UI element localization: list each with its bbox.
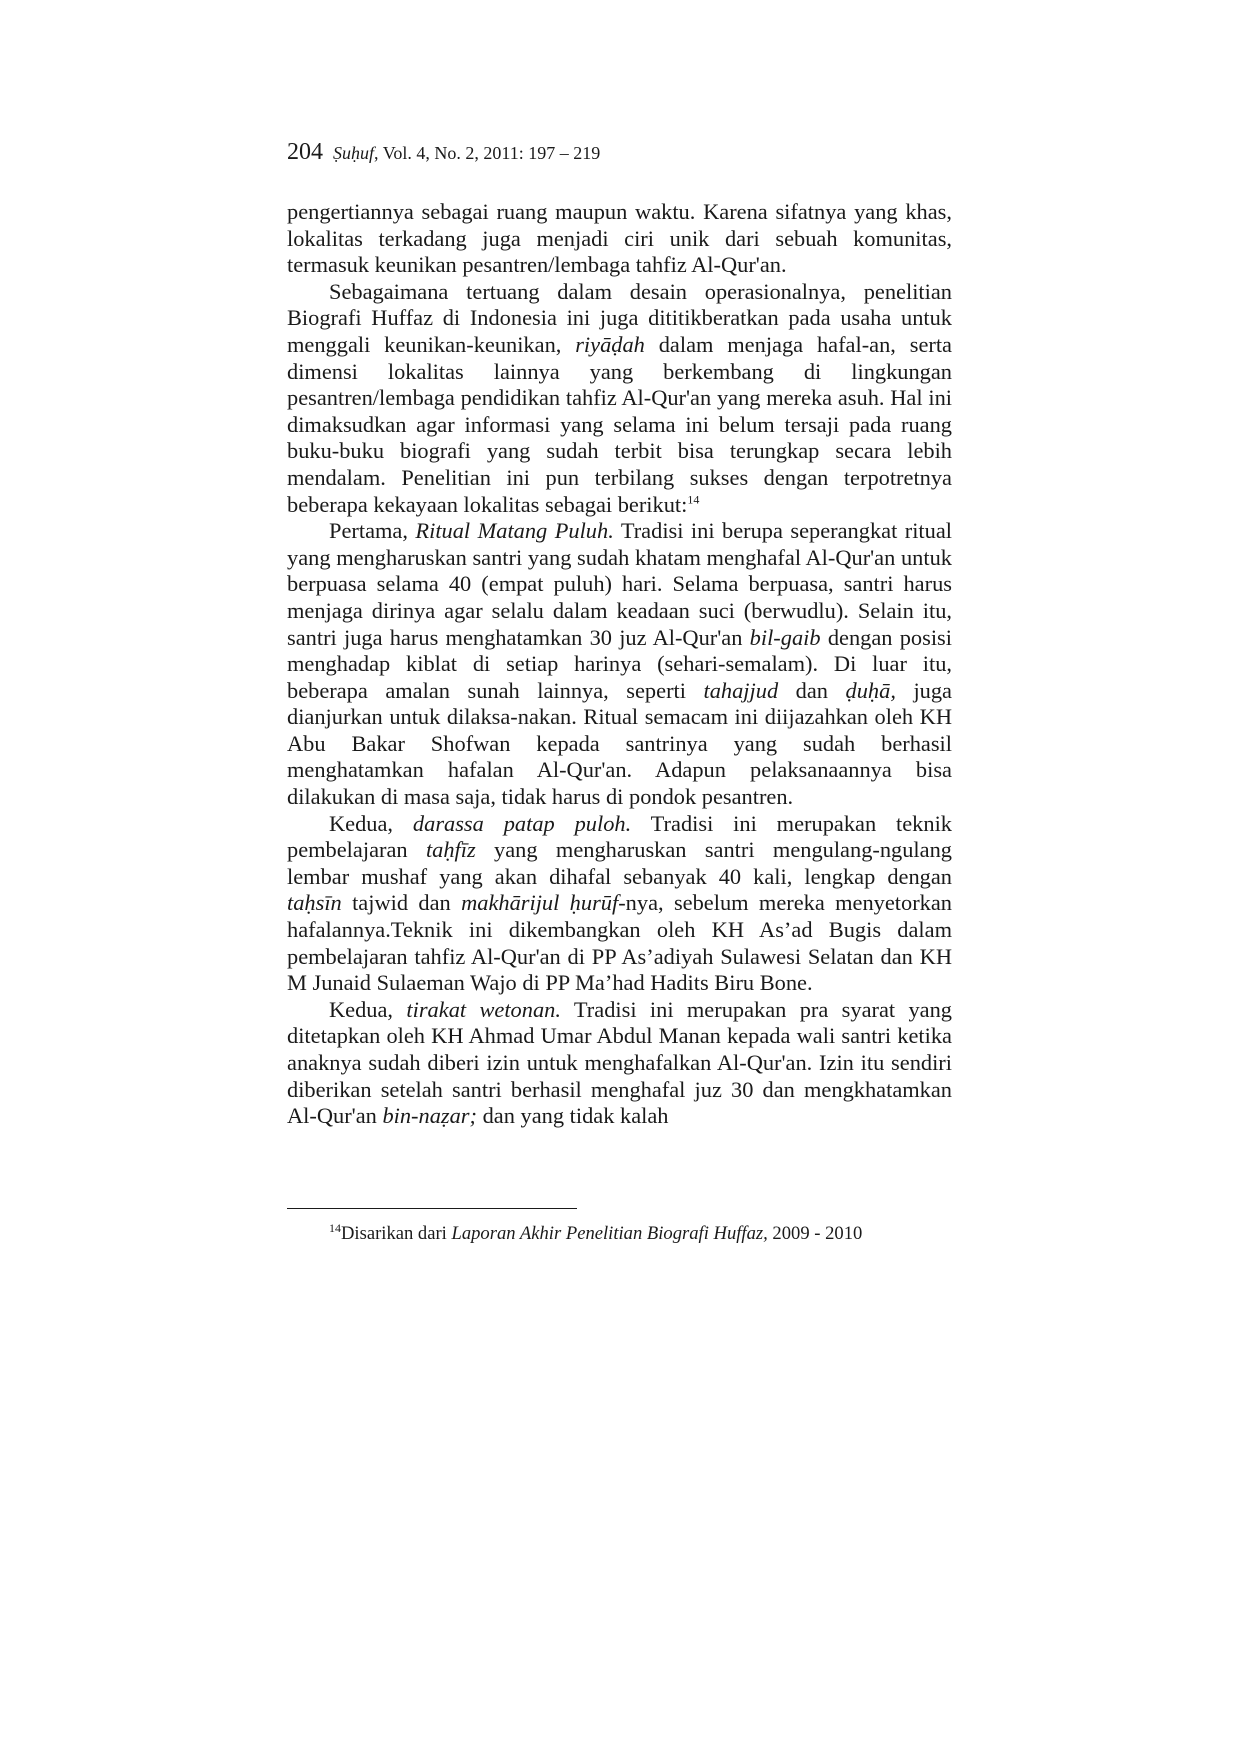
journal-name: Ṣuḥuf [333,143,375,163]
text-run: pengertiannya sebagai ruang maupun waktu. Karena sifatnya yang khas, lokalitas terkadang juga menjadi ciri unik dari sebuah komunitas, termasuk keunikan pesantren/lembaga tahfiz Al-Qur'an. [287,199,952,278]
footnote-prefix: Disarikan dari [341,1223,452,1244]
italic-term: riyāḍah [575,331,645,357]
italic-term: bil-gaib [749,624,821,650]
text-run: Tradisi ini berupa seperangkat ritual yang mengharuskan santri yang sudah khatam menghafal Al-Qur'an untuk berpuasa selama 40 (empat puluh) hari. Selama berpuasa, santri harus menjaga dirinya agar selalu dalam keadaan suci (berwudlu). Selain itu, santri juga harus menghatamkan 30 juz Al-Qur'an [287,518,953,650]
text-run: dan [778,677,846,703]
text-run: -nya, sebelum mereka menyetorkan hafalannya.Teknik ini dikembangkan oleh KH As’ad Bugis dalam pembelajaran tahfiz Al-Qur'an di PP As’adiyah Sulawesi Selatan dan KH M Junaid Sulaeman Wajo di PP Ma’had Hadits Biru Bone. [287,890,953,996]
body-text [287,199,952,1130]
italic-term: darassa patap puloh. [412,810,632,836]
text-run: dalam menjaga hafal-an, serta dimensi lokalitas lainnya yang berkembang di lingkungan pesantren/lembaga pendidikan tahfiz Al-Qur'an yang mereka asuh. Hal ini dimaksudkan agar informasi yang selama ini belum tersaji pada ruang buku-buku biografi yang sudah terbit bisa terungkap secara lebih mendalam. Penelitian ini pun terbilang sukses dengan terpotretnya beberapa kekayaan lokalitas sebagai berikut: [287,331,952,517]
paragraph [287,199,952,279]
italic-term: bin-naẓar; [382,1103,477,1129]
italic-term: tirakat wetonan. [406,996,561,1022]
journal-citation: , Vol. 4, No. 2, 2011: 197 – 219 [374,143,601,163]
text-run: dengan posisi menghadap kiblat di setiap harinya (sehari-semalam). Di luar itu, beberapa amalan sunah lainnya, seperti [287,624,952,703]
italic-term: taḥfīz [425,837,476,863]
footnote-title: Laporan Akhir Penelitian Biografi Huffaz, [451,1223,768,1244]
footnote-suffix: 2009 - 2010 [767,1223,863,1244]
paragraph [287,518,952,811]
text-run: Sebagaimana tertuang dalam desain operasionalnya, penelitian Biografi Huffaz di Indonesia ini juga dititikberatkan pada usaha untuk menggali keunikan-keunikan, [287,278,952,357]
italic-term: taḥsīn [287,890,342,916]
footnote-reference: 14 [687,492,700,507]
text-run: juga dianjurkan untuk dilaksa-nakan. Ritual semacam ini diijazahkan oleh KH Abu Bakar Shofwan kepada santrinya yang sudah berhasil menghatamkan hafalan Al-Qur'an. Adapun pelaksanaannya bisa dilakukan di masa saja, tidak harus di pondok pesantren. [287,677,952,810]
footnote [329,1222,862,1246]
paragraph [287,811,952,997]
italic-term: Ritual Matang Puluh. [415,518,614,544]
paragraph [287,997,952,1130]
footnote-divider [287,1208,577,1209]
text-run: dan yang tidak kalah [476,1103,669,1129]
page-header [287,140,600,165]
text-run: yang mengharuskan santri mengulang-ngulang lembar mushaf yang akan dihafal sebanyak 40 kali, lengkap dengan [287,837,952,889]
page-number: 204 [287,139,323,165]
text-run: tajwid dan [341,890,462,916]
italic-term: ḍuḥā, [845,677,896,703]
text-run: Pertama, [329,518,416,544]
paragraph [287,279,952,518]
text-run: Kedua, [329,810,413,836]
text-run: Kedua, [329,996,407,1022]
text-run: Tradisi ini merupakan teknik pembelajaran [287,810,952,863]
footnote-number: 14 [329,1220,341,1235]
italic-term: makhārijul ḥurūf [461,890,619,916]
italic-term: tahajjud [703,677,779,703]
text-run: Tradisi ini merupakan pra syarat yang ditetapkan oleh KH Ahmad Umar Abdul Manan kepada wali santri ketika anaknya sudah diberi izin untuk menghafalkan Al-Qur'an. Izin itu sendiri diberikan setelah santri berhasil menghafal juz 30 dan mengkhatamkan Al-Qur'an [287,996,953,1129]
